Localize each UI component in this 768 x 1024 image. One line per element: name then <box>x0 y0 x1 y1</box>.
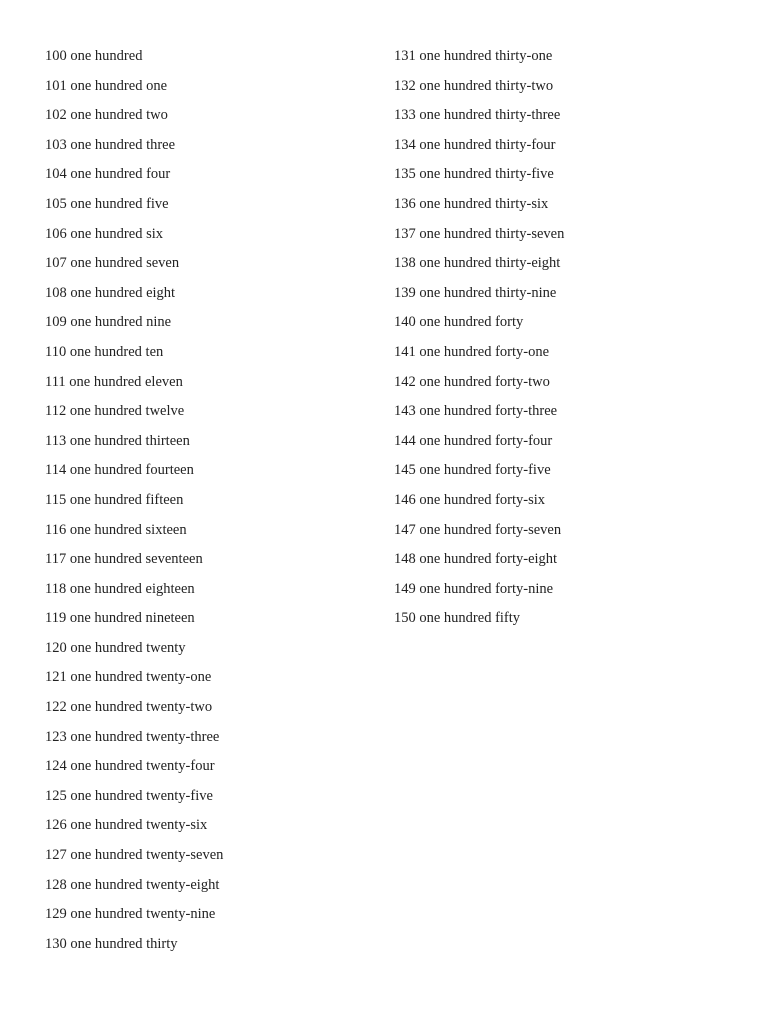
number-word-entry: 133 one hundred thirty-three <box>394 107 561 124</box>
number-word-entry: 105 one hundred five <box>45 195 169 212</box>
number-word-entry: 100 one hundred <box>45 48 143 64</box>
number-word-entry: 135 one hundred thirty-five <box>394 166 554 183</box>
number-word-entry: 124 one hundred twenty-four <box>45 758 215 775</box>
number-word-entry: 142 one hundred forty-two <box>394 373 550 390</box>
number-word-entry: 145 one hundred forty-five <box>394 462 551 479</box>
number-word-entry: 101 one hundred one <box>45 77 168 94</box>
number-word-entry: 144 one hundred forty-four <box>394 432 553 449</box>
number-word-entry: 127 one hundred twenty-seven <box>45 847 224 864</box>
number-word-entry: 126 one hundred twenty-six <box>45 817 208 834</box>
number-word-entry: 132 one hundred thirty-two <box>394 77 554 94</box>
number-word-entry: 150 one hundred fifty <box>394 610 521 627</box>
number-word-entry: 137 one hundred thirty-seven <box>394 225 565 242</box>
number-word-entry: 102 one hundred two <box>45 107 168 124</box>
number-word-entry: 115 one hundred fifteen <box>45 491 184 508</box>
number-word-entry: 114 one hundred fourteen <box>45 462 194 479</box>
number-word-entry: 138 one hundred thirty-eight <box>394 255 561 272</box>
number-word-entry: 130 one hundred thirty <box>45 935 178 952</box>
number-word-entry: 122 one hundred twenty-two <box>45 699 213 716</box>
number-word-entry: 104 one hundred four <box>45 166 171 183</box>
number-word-entry: 106 one hundred six <box>45 225 163 242</box>
number-word-entry: 120 one hundred twenty <box>45 639 186 656</box>
number-word-entry: 108 one hundred eight <box>45 284 176 301</box>
number-word-entry: 134 one hundred thirty-four <box>394 136 556 153</box>
number-word-entry: 123 one hundred twenty-three <box>45 728 220 745</box>
number-word-entry: 147 one hundred forty-seven <box>394 521 562 538</box>
left-number-column <box>45 44 223 961</box>
number-word-entry: 116 one hundred sixteen <box>45 521 187 538</box>
number-word-entry: 103 one hundred three <box>45 136 176 153</box>
number-word-entry: 146 one hundred forty-six <box>394 491 546 508</box>
number-word-entry: 129 one hundred twenty-nine <box>45 906 216 923</box>
number-word-entry: 109 one hundred nine <box>45 314 172 331</box>
number-word-entry: 119 one hundred nineteen <box>45 610 195 627</box>
number-word-entry: 128 one hundred twenty-eight <box>45 876 220 893</box>
number-word-entry: 140 one hundred forty <box>394 314 524 331</box>
number-word-entry: 148 one hundred forty-eight <box>394 551 558 568</box>
number-word-entry: 111 one hundred eleven <box>45 373 183 390</box>
number-word-entry: 139 one hundred thirty-nine <box>394 284 557 301</box>
number-word-entry: 117 one hundred seventeen <box>45 551 203 568</box>
number-word-entry: 112 one hundred twelve <box>45 403 185 420</box>
number-word-entry: 141 one hundred forty-one <box>394 343 550 360</box>
number-word-entry: 149 one hundred forty-nine <box>394 580 554 597</box>
number-word-entry: 110 one hundred ten <box>45 343 164 360</box>
number-word-entry: 113 one hundred thirteen <box>45 432 190 449</box>
number-word-entry: 121 one hundred twenty-one <box>45 669 212 686</box>
number-word-entry: 125 one hundred twenty-five <box>45 787 213 804</box>
number-word-entry: 143 one hundred forty-three <box>394 403 558 420</box>
number-word-entry: 107 one hundred seven <box>45 255 180 272</box>
number-word-entry: 118 one hundred eighteen <box>45 580 195 597</box>
right-number-column <box>394 44 564 636</box>
number-word-entry: 136 one hundred thirty-six <box>394 195 549 212</box>
number-word-entry: 131 one hundred thirty-one <box>394 48 553 64</box>
